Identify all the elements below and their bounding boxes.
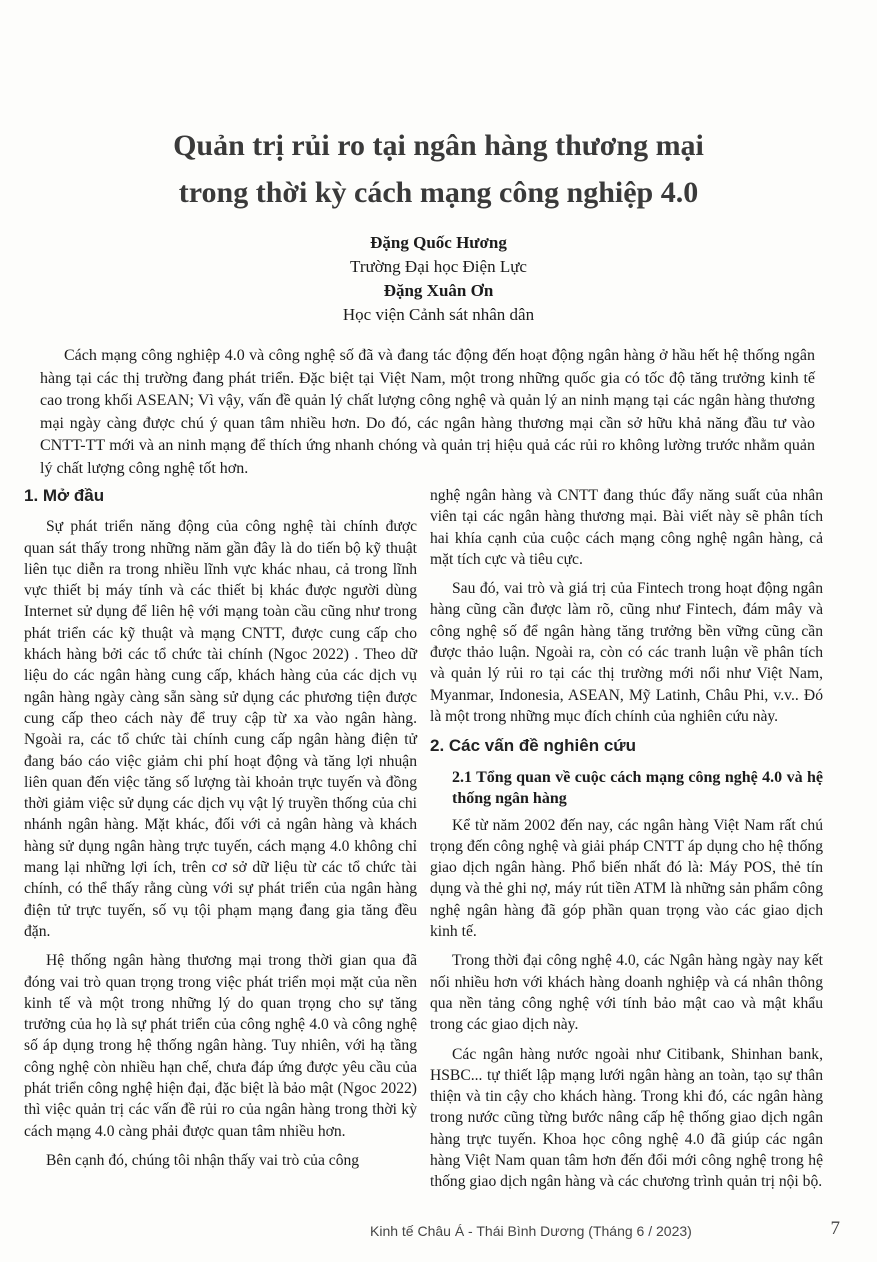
author-block <box>40 231 837 327</box>
right-paragraph-1: Kể từ năm 2002 đến nay, các ngân hàng Việt Nam rất chú trọng đến công nghệ và giải pháp CNTT áp dụng cho hệ thống giao dịch ngân hàng. Phổ biến nhất đó là: Máy POS, thẻ tín dụng và thẻ ghi nợ, máy rút tiền ATM là những sản phẩm công nghệ ngân hàng đã góp phần quan trọng vào các giao dịch kinh tế. <box>430 816 823 941</box>
right-paragraph-continued: nghệ ngân hàng và CNTT đang thúc đẩy năng suất của nhân viên tại các ngân hàng thương mại. Bài viết này sẽ phân tích hai khía cạnh của cuộc cách mạng công nghệ ngân hàng, cả mặt tích cực và tiêu cực. <box>430 487 823 568</box>
article-title <box>40 122 837 216</box>
right-paragraph-2: Trong thời đại công nghệ 4.0, các Ngân hàng ngày nay kết nối nhiều hơn với khách hàng doanh nghiệp và cá nhân thông qua nền tảng công nghệ với tính bảo mật cao và mật khẩu trong các giao dịch này. <box>430 952 823 1034</box>
title-line-2: trong thời kỳ cách mạng công nghiệp 4.0 <box>178 176 699 209</box>
right-paragraph-fintech: Sau đó, vai trò và giá trị của Fintech trong hoạt động ngân hàng cũng cần được làm rõ, cũng như Fintech, đám mây và công nghệ số để ngân hàng tăng trưởng bền vững cũng cần được thảo luận. Ngoài ra, còn có các tranh luận về phân tích và quản lý rủi ro tại các thị trường mới nổi như Việt Nam, Myanmar, Indonesia, ASEAN, Mỹ Latinh, Châu Phi, v.v.. Đó là một trong những mục đích chính của nghiên cứu này. <box>430 580 823 725</box>
right-column <box>430 485 823 1201</box>
abstract: Cách mạng công nghiệp 4.0 và công nghệ số đã và đang tác động đến hoạt động ngân hàng ở hầu hết hệ thống ngân hàng tại các thị trường đang phát triển. Đặc biệt tại Việt Nam, một trong những quốc gia có tốc độ tăng trưởng kinh tế cao trong khối ASEAN; Vì vậy, vấn đề quản lý chất lượng công nghệ và quản lý an ninh mạng tại các ngân hàng thương mại ngày càng được chú ý quan tâm nhiều hơn. Do đó, các ngân hàng thương mại cần sở hữu khả năng đầu tư vào CNTT-TT mới và an ninh mạng để thích ứng nhanh chóng và quản trị hiệu quả các rủi ro không lường trước nhằm quản lý chất lượng công nghệ tốt hơn. <box>40 347 815 477</box>
section-heading-research: 2. Các vấn đề nghiên cứu <box>430 736 636 756</box>
author-affiliation-2: Học viện Cảnh sát nhân dân <box>342 305 535 324</box>
author-name-2: Đặng Xuân Ơn <box>383 281 494 300</box>
subsection-heading-overview: 2.1 Tổng quan về cuộc cách mạng công nghệ 4.0 và hệ thống ngân hàng <box>452 768 823 807</box>
page-footer <box>370 1218 840 1242</box>
title-line-1: Quản trị rủi ro tại ngân hàng thương mại <box>173 129 704 162</box>
author-name-1: Đặng Quốc Hương <box>370 233 507 252</box>
section-heading-intro: 1. Mở đầu <box>24 486 105 505</box>
left-paragraph-2: Hệ thống ngân hàng thương mại trong thời gian qua đã đóng vai trò quan trọng trong việc phát triển mọi mặt của nền kinh tế và một trong những lý do quan trọng cho sự tăng trưởng của họ là sự phát triển của công nghệ 4.0 và công nghệ số áp dụng trong hệ thống ngân hàng. Tuy nhiên, với hạ tầng công nghệ còn nhiều hạn chế, chưa đáp ứng được yêu cầu của phát triển công nghệ hiện đại, đặc biệt là bảo mật (Ngoc 2022) thì việc quản trị các vấn đề rủi ro của ngân hàng trong thời kỳ cách mạng 4.0 càng phải được quan tâm nhiều hơn. <box>24 952 417 1140</box>
left-paragraph-3: Bên cạnh đó, chúng tôi nhận thấy vai trò của công <box>46 1151 360 1169</box>
journal-citation: Kinh tế Châu Á - Thái Bình Dương (Tháng 6 / 2023) <box>370 1223 692 1239</box>
left-column <box>24 485 417 1179</box>
author-affiliation-1: Trường Đại học Điện Lực <box>350 257 527 276</box>
left-paragraph-1: Sự phát triển năng động của công nghệ tài chính được quan sát thấy trong những năm gần đây là do tiến bộ kỹ thuật liên tục diễn ra trong nhiều lĩnh vực khác nhau, cả trong lĩnh vực thiết bị máy tính và các thiết bị khác được người dùng Internet sử dụng để liên hệ với mạng toàn cầu cũng như trong phát triển các kỹ thuật và mạng CNTT, được cung cấp cho khách hàng bởi các tổ chức tài chính (Ngoc 2022) . Theo dữ liệu do các ngân hàng cung cấp, khách hàng của các dịch vụ ngân hàng ngày càng sẵn sàng sử dụng các phương tiện được cung cấp theo cách này để truy cập từ xa vào ngân hàng. Ngoài ra, các tổ chức tài chính cung cấp ngân hàng điện tử đang báo cáo việc giảm chi phí hoạt động và tăng lợi nhuận liên quan đến việc tăng số lượng tài khoản trực tuyến và đồng thời giảm việc sử dụng các dịch vụ vật lý truyền thống của chi nhánh ngân hàng. Mặt khác, đối với cả ngân hàng và khách hàng sử dụng ngân hàng trực tuyến, cách mạng 4.0 không chỉ mang lại những lợi ích, trên cơ sở dữ liệu từ các tổ chức tài chính, có thể thấy rằng cùng với sự phát triển của ngân hàng điện tử trực tuyến, số vụ tội phạm mạng đang gia tăng đều đặn. <box>24 518 417 940</box>
right-paragraph-3: Các ngân hàng nước ngoài như Citibank, Shinhan bank, HSBC... tự thiết lập mạng lưới ngân hàng an toàn, tạo sự thân thiện và tin cậy cho khách hàng. Trong khi đó, các ngân hàng trong nước cũng từng bước nâng cấp hệ thống giao dịch ngân hàng trực tuyến. Khoa học công nghệ 4.0 đã giúp các ngân hàng Việt Nam quan tâm hơn đến đổi mới công nghệ trong hệ thống giao dịch ngân hàng và các chương trình quản trị nội bộ. <box>430 1045 823 1191</box>
page-number: 7 <box>830 1218 840 1239</box>
